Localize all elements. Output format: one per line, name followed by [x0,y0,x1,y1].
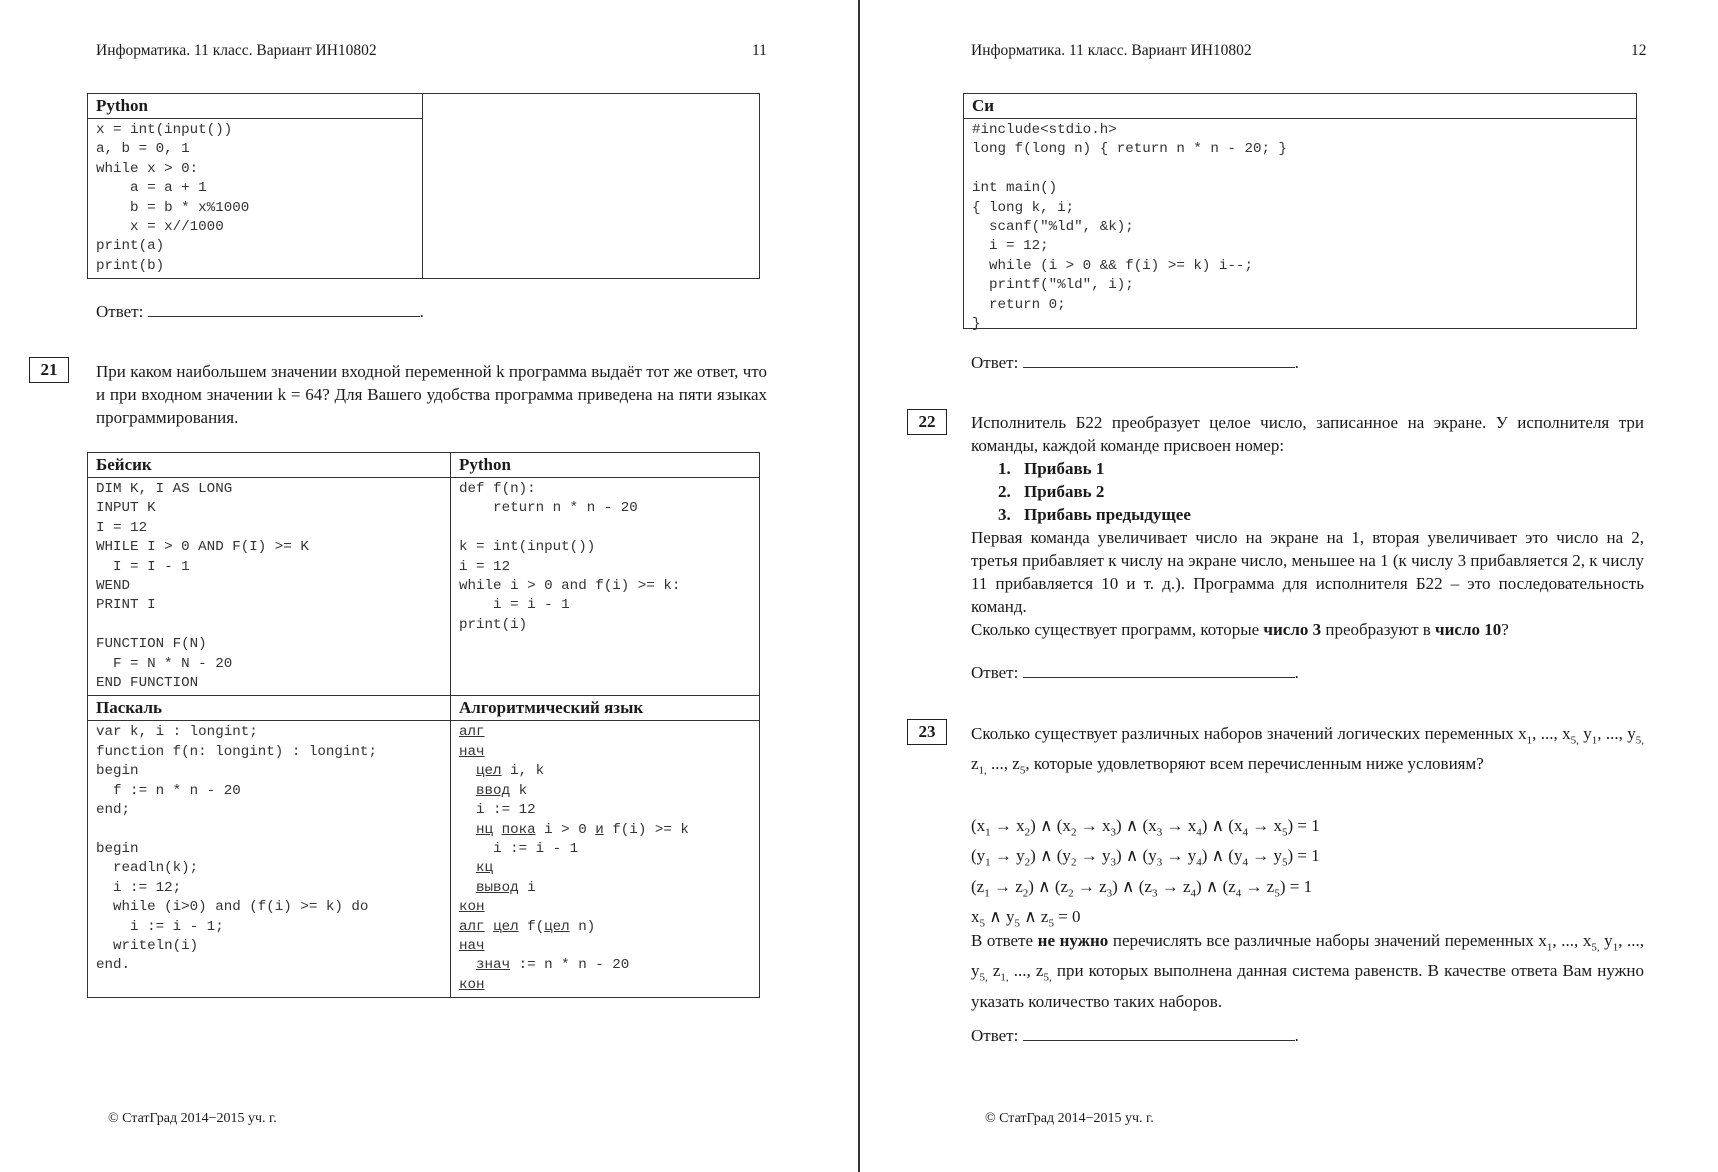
right-page [861,0,1718,1172]
python-code: def f(n): return n * n - 20 k = int(input()) i = 12 while i > 0 and f(i) >= k: i = i - 1 print(i) [459,481,681,633]
question-22-question: Сколько существует программ, которые число 3 преобразуют в число 10? [971,620,1509,639]
c-code-table [963,93,1637,333]
answer-label: Ответ: [96,302,144,321]
python-header: Python [459,455,511,474]
answer-line: Ответ: . [971,353,1299,372]
list-item: 1. Прибавь 1 [998,459,1105,478]
question-23-intro: Сколько существует различных наборов значений логических переменных $x_1$, ..., $x_{5,}$ $y_1$, ..., $y_{5,}$ $z_{1,}$ ..., $z_5$, которые удовлетворяют всем перечисленным ниже условиям? [971,724,1645,777]
pascal-header: Паскаль [96,698,162,718]
question-number: 22 [907,409,947,435]
algo-header: Алгоритмический язык [459,698,644,718]
answer-line: Ответ: . [971,663,1299,682]
question-22-body: Первая команда увеличивает число на экране на 1, вторая увеличивает это число на 2, третья прибавляет к числу на экране число, меньшее на 1 (к числу 3 прибавляется 2, к числу 11 прибавляется 10 и т. д.). Программа для исполнителя Б22 – это последовательность команд. [971,528,1644,616]
answer-blank[interactable] [148,302,420,317]
page-footer: © СтатГрад 2014−2015 уч. г. [985,1111,1154,1126]
answer-label: Ответ: [971,1026,1019,1045]
page-footer: © СтатГрад 2014−2015 уч. г. [108,1111,277,1126]
python-code-table [87,93,760,279]
question-21-text: При каком наибольшем значении входной переменной k программа выдаёт тот же ответ, что и при входном значении k = 64? Для Вашего удобства программа приведена на пяти языках программирования. [96,362,767,427]
five-language-code-table [87,452,760,998]
c-code: #include<stdio.h> long f(long n) { return n * n - 20; } int main() { long k, i; scanf("%ld", &k); i = 12; while (i > 0 && f(i) >= k) i--; printf("%ld", i); return 0; } [972,122,1288,333]
equation: $x_5$ ∧ $y_5$ ∧ $z_5 = 0$ [971,907,1081,930]
question-number: 21 [29,357,69,383]
answer-blank[interactable] [1023,353,1295,368]
answer-line: Ответ: . [971,1026,1299,1045]
page-header: Информатика. 11 класс. Вариант ИН10802 [96,42,377,59]
basic-code: DIM K, I AS LONG INPUT K I = 12 WHILE I > 0 AND F(I) >= K I = I - 1 WEND PRINT I FUNCTION F(N) F = N * N - 20 END FUNCTION [96,481,309,692]
page-divider [858,0,860,1172]
question-22-intro: Исполнитель Б22 преобразует целое число, записанное на экране. У исполнителя три команды, каждой команде присвоен номер: [971,413,1644,455]
answer-label: Ответ: [971,353,1019,372]
python-code: x = int(input()) a, b = 0, 1 while x > 0: a = a + 1 b = b * x%1000 x = x//1000 print(a) print(b) [96,122,250,274]
page-number: 11 [752,42,767,59]
algo-code: алг нач цел i, k ввод k i := 12 нц пока i > 0 и f(i) >= k i := i - 1 кц вывод i кон алг цел f(цел n) нач знач := n * n - 20 кон [459,724,689,993]
answer-line: Ответ: . [96,302,424,321]
equation: $(z_1 \to z_2)$ ∧ $(z_2 \to z_3)$ ∧ $(z_3 \to z_4)$ ∧ $(z_4 \to z_5) = 1$ [971,876,1313,900]
answer-blank[interactable] [1023,663,1295,678]
equation: $(y_1 \to y_2)$ ∧ $(y_2 \to y_3)$ ∧ $(y_3 \to y_4)$ ∧ $(y_4 \to y_5) = 1$ [971,846,1320,869]
list-item: 3. Прибавь предыдущее [998,505,1191,524]
python-header: Python [96,96,148,115]
answer-label: Ответ: [971,663,1019,682]
question-23-note: В ответе не нужно перечислять все различные наборы значений переменных $x_1$, ..., $x_{5,}$ $y_1$, ..., $y_{5,}$ $z_{1,}$ ..., $z_{5,}$ при которых выполнена данная система равенств. В качестве ответа Вам нужно указать количество таких наборов. [971,931,1645,1011]
equation-system [971,814,1320,936]
page-number: 12 [1631,42,1647,59]
list-item: 2. Прибавь 2 [998,482,1105,501]
left-page [0,0,858,1172]
pascal-code: var k, i : longint; function f(n: longint) : longint; begin f := n * n - 20 end; begin readln(k); i := 12; while (i>0) and (f(i) >= k) do i := i - 1; writeln(i) end. [96,724,377,974]
question-number: 23 [907,719,947,745]
page-header: Информатика. 11 класс. Вариант ИН10802 [971,42,1252,59]
answer-blank[interactable] [1023,1026,1295,1041]
equation: $(x_1 \to x_2)$ ∧ $(x_2 \to x_3)$ ∧ $(x_3 \to x_4)$ ∧ $(x_4 \to x_5) = 1$ [971,816,1320,839]
empty-cell [423,94,760,279]
basic-header: Бейсик [96,455,152,474]
c-header: Си [972,96,995,115]
command-list [998,457,1191,526]
